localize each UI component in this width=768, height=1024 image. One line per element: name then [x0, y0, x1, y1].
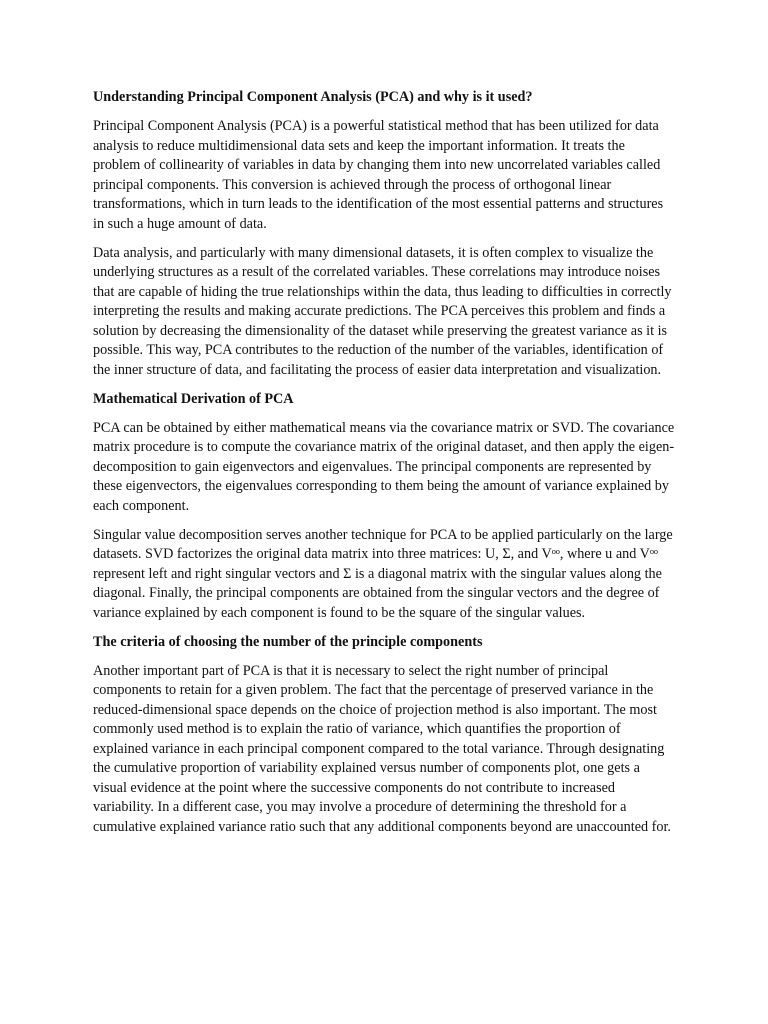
- paragraph: Singular value decomposition serves another technique for PCA to be applied particularly on the large datasets. SVD factorizes the original data matrix into three matrices: U, Σ, and Vᵒᵒ, where u and Vᵒᵒ represent left and right singular vectors and Σ is a diagonal matrix with the singular values along the diagonal. Finally, the principal components are obtained from the singular vectors and the degree of variance explained by each component is found to be the square of the singular values.: [93, 526, 673, 621]
- section-choosing-components: [93, 633, 675, 838]
- section-heading: Understanding Principal Component Analysis (PCA) and why is it used?: [93, 89, 533, 105]
- paragraph: Data analysis, and particularly with many dimensional datasets, it is often complex to visualize the underlying structures as a result of the correlated variables. These correlations may introduce noises that are capable of hiding the true relationships within the data, thus leading to difficulties in correctly interpreting the results and making accurate predictions. The PCA perceives this problem and finds a solution by decreasing the dimensionality of the dataset while preserving the greatest variance as it is possible. This way, PCA contributes to the reduction of the number of the variables, identification of the inner structure of data, and facilitating the process of easier data interpretation and visualization.: [93, 244, 672, 378]
- section-heading: Mathematical Derivation of PCA: [93, 390, 294, 407]
- paragraph: Principal Component Analysis (PCA) is a powerful statistical method that has been utilized for data analysis to reduce multidimensional data sets and keep the important information. It treats the problem of collinearity of variables in data by changing them into new uncorrelated variables called principal components. This conversion is achieved through the process of orthogonal linear transformations, which in turn leads to the identification of the most essential patterns and structures in such a huge amount of data.: [93, 118, 664, 232]
- document-page: [93, 88, 675, 847]
- section-heading: The criteria of choosing the number of the principle components: [93, 633, 483, 650]
- paragraph: Another important part of PCA is that it is necessary to select the right number of principal components to retain for a given problem. The fact that the percentage of preserved variance in the reduced-dimensional space depends on the choice of projection method is also important. The most commonly used method is to explain the ratio of variance, which quantifies the proportion of explained variance in each principal component compared to the total variance. Through designating the cumulative proportion of variability explained versus number of components plot, one gets a visual evidence at the point where the successive components do not contribute to increased variability. In a different case, you may involve a procedure of determining the threshold for a cumulative explained variance ratio such that any additional components beyond are unaccounted for.: [93, 662, 671, 835]
- section-mathematical-derivation: [93, 390, 675, 624]
- paragraph: PCA can be obtained by either mathematical means via the covariance matrix or SVD. The covariance matrix procedure is to compute the covariance matrix of the original dataset, and then apply the eigen-decomposition to gain eigenvectors and eigenvalues. The principal components are represented by these eigenvectors, the eigenvalues corresponding to them being the amount of variance explained by each component.: [93, 419, 675, 514]
- section-understanding-pca: [93, 88, 675, 380]
